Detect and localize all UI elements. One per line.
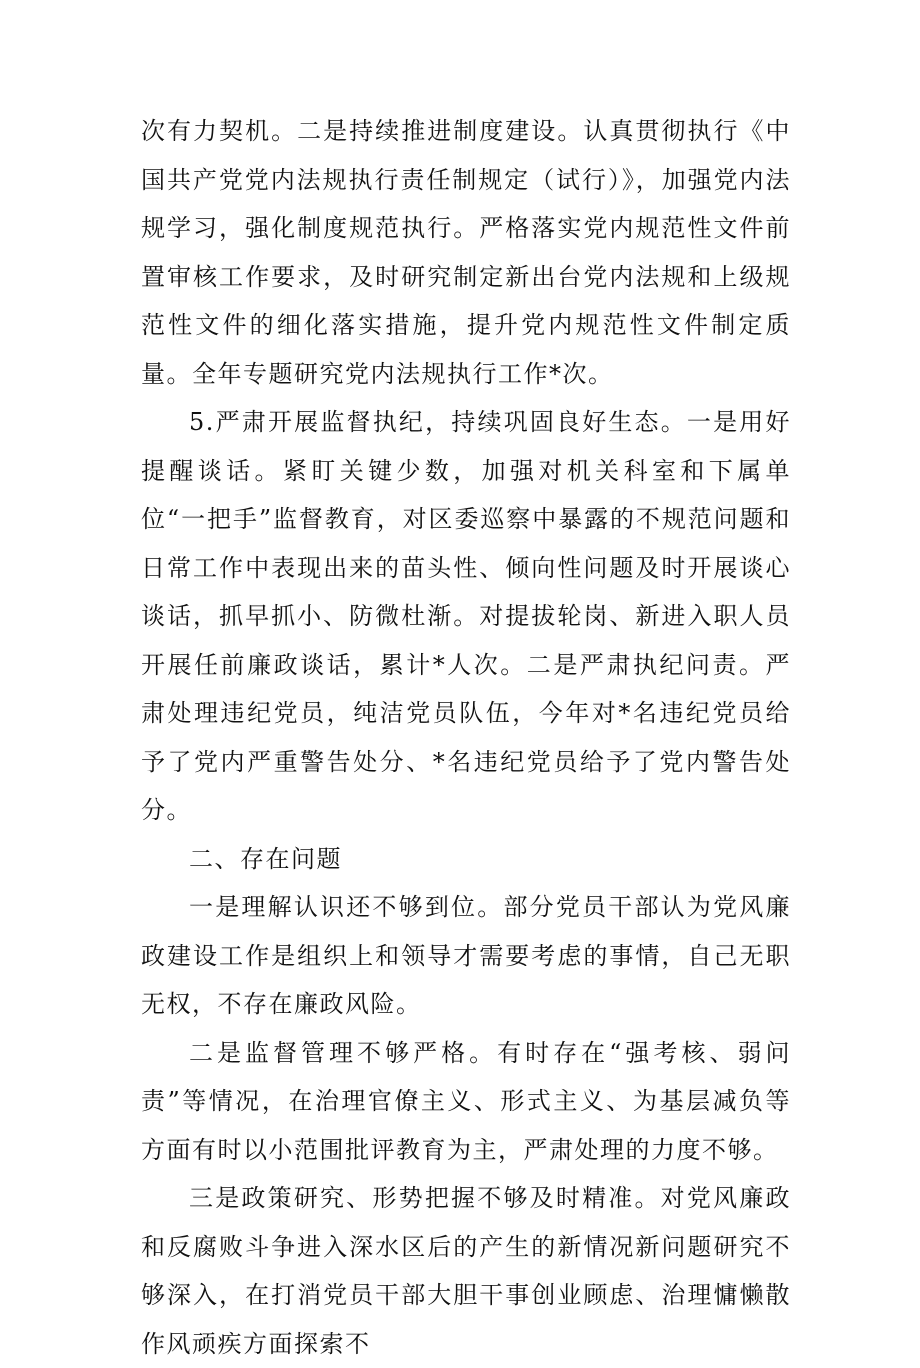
section-heading-problems: 二、存在问题 xyxy=(189,844,342,873)
document-body xyxy=(141,107,791,1368)
paragraph-continued: 次有力契机。二是持续推进制度建设。认真贯彻执行《中国共产党党内法规执行责任制规定（试行）》，加强党内法规学习，强化制度规范执行。严格落实党内规范性文件前置审核工作要求，及时研究制定新出台党内法规和上级规范性文件的细化落实措施，提升党内规范性文件制定质量。全年专题研究党内法规执行工作*次。 xyxy=(141,117,791,388)
paragraph-problem-3: 三是政策研究、形势把握不够及时精准。对党风廉政和反腐败斗争进入深水区后的产生的新情况新问题研究不够深入，在打消党员干部大胆干事创业顾虑、治理慵懒散作风顽疾方面探索不 xyxy=(141,1184,791,1358)
paragraph-item-5: 5.严肃开展监督执纪，持续巩固良好生态。一是用好提醒谈话。紧盯关键少数，加强对机关科室和下属单位“一把手”监督教育，对区委巡察中暴露的不规范问题和日常工作中表现出来的苗头性、倾向性问题及时开展谈心谈话，抓早抓小、防微杜渐。对提拔轮岗、新进入职人员开展任前廉政谈话，累计*人次。二是严肃执纪问责。严肃处理违纪党员，纯洁党员队伍，今年对*名违纪党员给予了党内严重警告处分、*名违纪党员给予了党内警告处分。 xyxy=(141,408,791,824)
paragraph-problem-1: 一是理解认识还不够到位。部分党员干部认为党风廉政建设工作是组织上和领导才需要考虑的事情，自己无职无权，不存在廉政风险。 xyxy=(141,893,791,1018)
paragraph-problem-2: 二是监督管理不够严格。有时存在“强考核、弱问责”等情况，在治理官僚主义、形式主义、为基层减负等方面有时以小范围批评教育为主，严肃处理的力度不够。 xyxy=(141,1038,791,1164)
